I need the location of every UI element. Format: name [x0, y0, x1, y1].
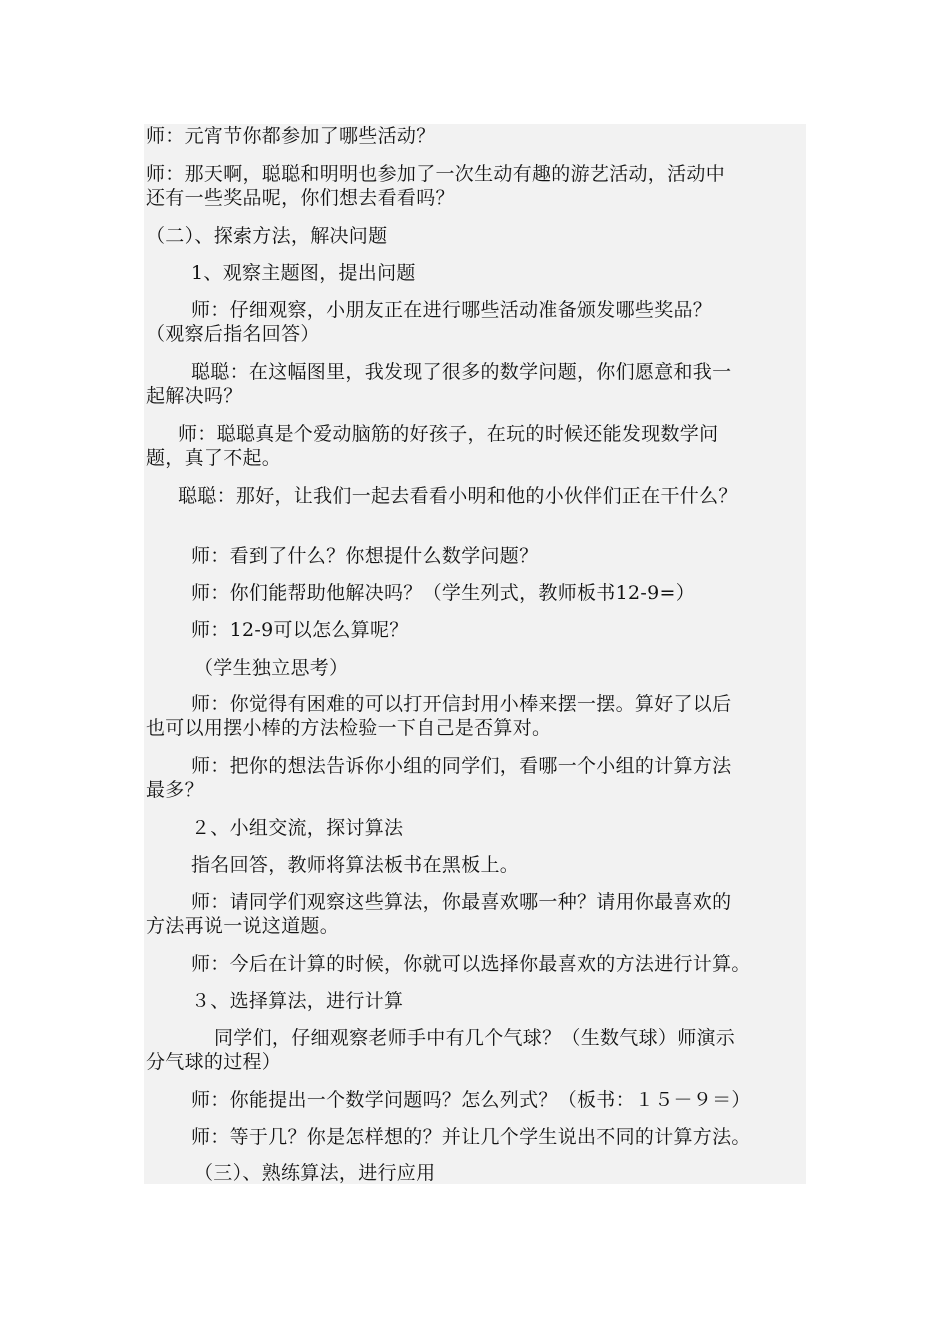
paragraph-7: 师：看到了什么？你想提什么数学问题？ [191, 545, 539, 567]
paragraph-10: （学生独立思考） [194, 657, 349, 679]
section-heading-3: （三）、熟练算法，进行应用 [194, 1162, 436, 1184]
paragraph-12-line-2: 最多？ [146, 779, 204, 801]
paragraph-1: 师：元宵节你都参加了哪些活动？ [146, 125, 436, 147]
paragraph-14-line-2: 方法再说一说这道题。 [146, 915, 340, 937]
paragraph-4-line-1: 聪聪：在这幅图里，我发现了很多的数学问题，你们愿意和我一 [191, 361, 732, 383]
section-heading-2: （二）、探索方法，解决问题 [146, 225, 388, 247]
subheading-2: ２、小组交流，探讨算法 [191, 817, 404, 839]
paragraph-9: 师：12-9可以怎么算呢？ [191, 619, 409, 641]
paragraph-14-line-1: 师：请同学们观察这些算法，你最喜欢哪一种？请用你最喜欢的 [191, 891, 732, 913]
paragraph-18: 师：等于几？你是怎样想的？并让几个学生说出不同的计算方法。 [191, 1126, 751, 1148]
paragraph-5-line-2: 题，真了不起。 [146, 447, 282, 469]
paragraph-16-line-2: 分气球的过程） [146, 1051, 282, 1073]
paragraph-3-line-1: 师：仔细观察，小朋友正在进行哪些活动准备颁发哪些奖品？ [191, 299, 713, 321]
paragraph-6: 聪聪：那好，让我们一起去看看小明和他的小伙伴们正在干什么？ [178, 485, 738, 507]
paragraph-13: 指名回答，教师将算法板书在黑板上。 [191, 854, 520, 876]
paragraph-16-line-1: 同学们，仔细观察老师手中有几个气球？（生数气球）师演示 [214, 1027, 736, 1049]
subheading-3: ３、选择算法，进行计算 [191, 990, 404, 1012]
subheading-1: 1、观察主题图，提出问题 [191, 262, 416, 284]
paragraph-2-line-1: 师：那天啊，聪聪和明明也参加了一次生动有趣的游艺活动，活动中 [146, 163, 726, 185]
paragraph-11-line-1: 师：你觉得有困难的可以打开信封用小棒来摆一摆。算好了以后 [191, 693, 732, 715]
paragraph-8: 师：你们能帮助他解决吗？（学生列式，教师板书12-9=） [191, 582, 696, 604]
document-text-block [144, 124, 806, 1184]
paragraph-5-line-1: 师：聪聪真是个爱动脑筋的好孩子，在玩的时候还能发现数学问 [178, 423, 719, 445]
paragraph-4-line-2: 起解决吗？ [146, 385, 243, 407]
paragraph-17: 师：你能提出一个数学问题吗？怎么列式？（板书：１５－９＝） [191, 1089, 751, 1111]
paragraph-12-line-1: 师：把你的想法告诉你小组的同学们，看哪一个小组的计算方法 [191, 755, 732, 777]
paragraph-11-line-2: 也可以用摆小棒的方法检验一下自己是否算对。 [146, 717, 552, 739]
paragraph-15: 师：今后在计算的时候，你就可以选择你最喜欢的方法进行计算。 [191, 953, 751, 975]
paragraph-3-line-2: （观察后指名回答） [146, 323, 320, 345]
paragraph-2-line-2: 还有一些奖品呢，你们想去看看吗？ [146, 187, 455, 209]
